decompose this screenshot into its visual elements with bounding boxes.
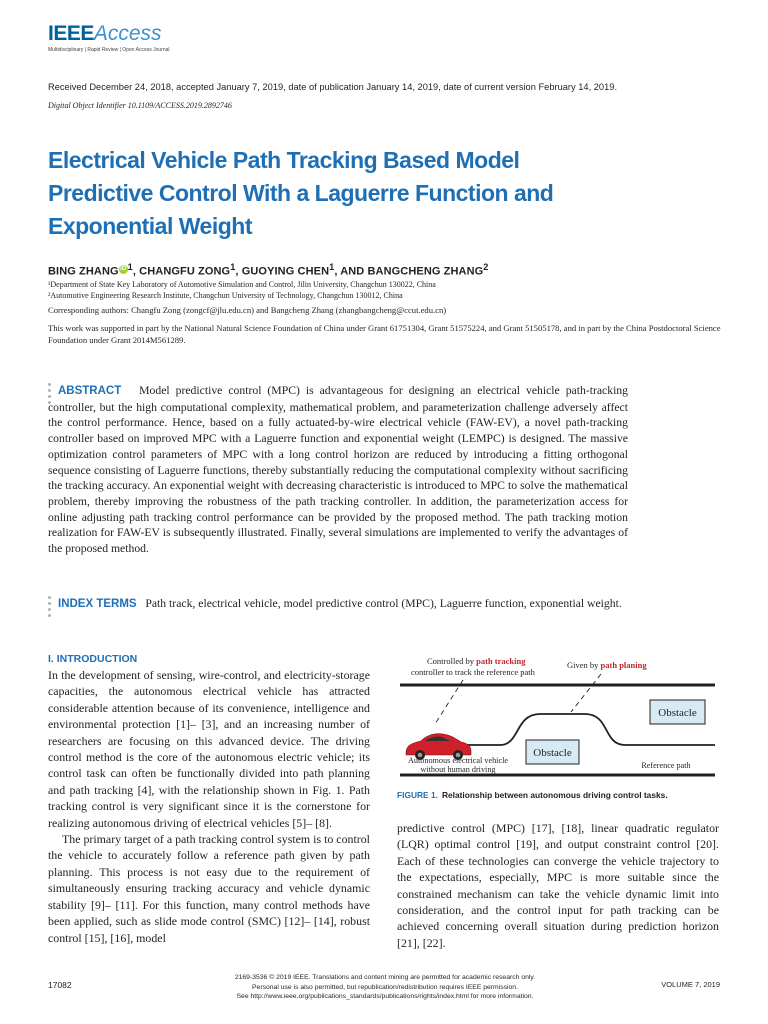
intro-column-left (48, 667, 370, 946)
figure-caption-label: FIGURE 1. (397, 790, 438, 800)
author-2: , CHANGFU ZONG (132, 265, 231, 278)
abstract (48, 383, 628, 557)
journal-logo (48, 22, 170, 53)
logo-access: Access (93, 22, 162, 45)
abstract-label: ABSTRACT (58, 385, 122, 397)
volume-label: VOLUME 7, 2019 (661, 980, 720, 989)
fig-dashed-arrow-2 (571, 674, 601, 712)
copyright-notice (150, 973, 620, 1002)
fig-obstacle-2-label: Obstacle (533, 747, 572, 759)
page-number: 17082 (48, 980, 72, 990)
figure-caption-text: Relationship between autonomous driving control tasks. (441, 790, 668, 800)
fig-vehicle-label-1: Autonomous electrical vehicle (407, 756, 509, 765)
fig-label-controller-line: controller to track the reference path (411, 667, 535, 677)
affiliation-1: ¹Department of State Key Laboratory of Automotive Simulation and Control, Jilin University, Changchun 130022, China (48, 280, 436, 289)
fig-label-controlled: Controlled by path tracking (427, 656, 526, 666)
figure-1-caption (397, 790, 668, 800)
abstract-text: Model predictive control (MPC) is advantageous for designing an electrical vehicle path-tracking controller, but the high computational complexity, mathematical problem, and parameterization challenge adversely affect the control performance. Hence, based on a fully actuated-by-wire electrical vehicle (FAW-EV), a novel path-tracking controller based on improved MPC with a Laguerre function and exponential weight (LEMPC) is designed. The massive optimization control parameters of MPC with a long control horizon are reduced by introducing a fitting orthogonal sequence consisting of Laguerre functions, thereby substantially reducing the computational complexity without sacrificing the tracking accuracy. An exponential weight with decreasing characteristic is introduced to MPC to solve the mathematical problem, thereby improving the robustness of the path tracking controller. In addition, the parameterization access for online adjusting path tracking control performance can be provided by the proposed method. The path tracking motion realization for FAW-EV is subsequently illustrated. Finally, several simulations are implemented to verify the advantages of the proposed method. (48, 384, 628, 556)
corresponding-authors: Corresponding authors: Changfu Zong (zongcf@jlu.edu.cn) and Bangcheng Zhang (zhangbangcheng@ccut.edu.cn) (48, 305, 447, 315)
index-terms-text: Path track, electrical vehicle, model predictive control (MPC), Laguerre function, exponential weight. (145, 597, 622, 610)
affiliation-2: ²Automotive Engineering Research Institute, Changchun University of Technology, Changchun 130012, China (48, 291, 403, 300)
affiliations (48, 279, 728, 301)
fig-dashed-arrow-1 (435, 680, 463, 724)
index-terms-label: INDEX TERMS (58, 598, 137, 610)
author-3: , GUOYING CHEN (235, 265, 330, 278)
fig-vehicle-label-2: without human driving (420, 765, 496, 774)
author-4: , AND BANGCHENG ZHANG (334, 265, 484, 278)
fig-label-given: Given by path planing (567, 660, 647, 670)
index-terms (48, 596, 628, 613)
funding-note: This work was supported in part by the National Natural Science Foundation of China under Grant 61751304, Grant 51575224, and Grant 51505178, and in part by the China Postdoctoral Science Foundation under Grant 2014M561289. (48, 323, 721, 345)
author-2-sup: 1 (230, 262, 236, 272)
author-list (48, 262, 728, 278)
doi: Digital Object Identifier 10.1109/ACCESS.2019.2892746 (48, 101, 232, 110)
author-1-sup: 1 (127, 262, 133, 272)
fig-obstacle-1-label: Obstacle (658, 707, 697, 719)
section-heading-introduction: I. INTRODUCTION (48, 653, 138, 665)
copyright-line-3[interactable]: See http://www.ieee.org/publications_standards/publications/rights/index.html for more information. (236, 993, 534, 1000)
orcid-icon[interactable]: iD (120, 266, 127, 272)
intro-paragraph-1: In the development of sensing, wire-control, and electricity-storage capacities, the autonomous electrical vehicle has attracted considerable attention because of its convenience, intelligence and environmental protection [1]– [3], and an increasing number of researchers are focusing on this advanced device. The driving control method is the core of the autonomous electric vehicle; its control task can often be functionally divided into path planning and path tracking [4], with the relationship shown in Fig. 1. Path tracking control is very significant since it is the cornerstone for realizing autonomous driving of electrical vehicles [5]– [8]. (48, 668, 370, 830)
received-dates: Received December 24, 2018, accepted January 7, 2019, date of publication January 14, 2019, date of current version February 14, 2019. (48, 82, 618, 92)
fig-reference-path-label: Reference path (641, 761, 691, 770)
author-1: BING ZHANG (48, 265, 119, 278)
paper-title: Electrical Vehicle Path Tracking Based Model Predictive Control With a Laguerre Function and Exponential Weight (48, 147, 554, 239)
intro-paragraph-2: The primary target of a path tracking control system is to control the vehicle to accurately follow a reference path given by path planning. This process is not easy due to the requirement of simultaneously ensuring tracking accuracy and vehicle dynamic stability [9]– [11]. For this function, many control methods have been applied, such as slide mode control (SMC) [12]– [14], robust control [15], [16], model (48, 832, 370, 945)
intro-column-right: predictive control (MPC) [17], [18], linear quadratic regulator (LQR) optimal control [19], and output constraint control [20]. Each of these technologies can converge the vehicle trajectory to the expectations, especially, MPC is more suitable since the constrained mechanism can take the vehicle dynamic limit into consideration, and the control input for path tracking can be achieved concerning overall situation during prediction horizon [21], [22]. (397, 821, 719, 950)
copyright-line-1: 2169-3536 © 2019 IEEE. Translations and content mining are permitted for academic research only. (234, 974, 536, 981)
author-4-sup: 2 (483, 262, 489, 272)
copyright-line-2: Personal use is also permitted, but republication/redistribution requires IEEE permission. (252, 983, 518, 991)
figure-1-diagram (395, 650, 725, 780)
logo-ieee: IEEE (48, 22, 94, 45)
journal-tagline: Multidisciplinary | Rapid Review | Open Access Journal (48, 47, 170, 53)
author-3-sup: 1 (329, 262, 335, 272)
